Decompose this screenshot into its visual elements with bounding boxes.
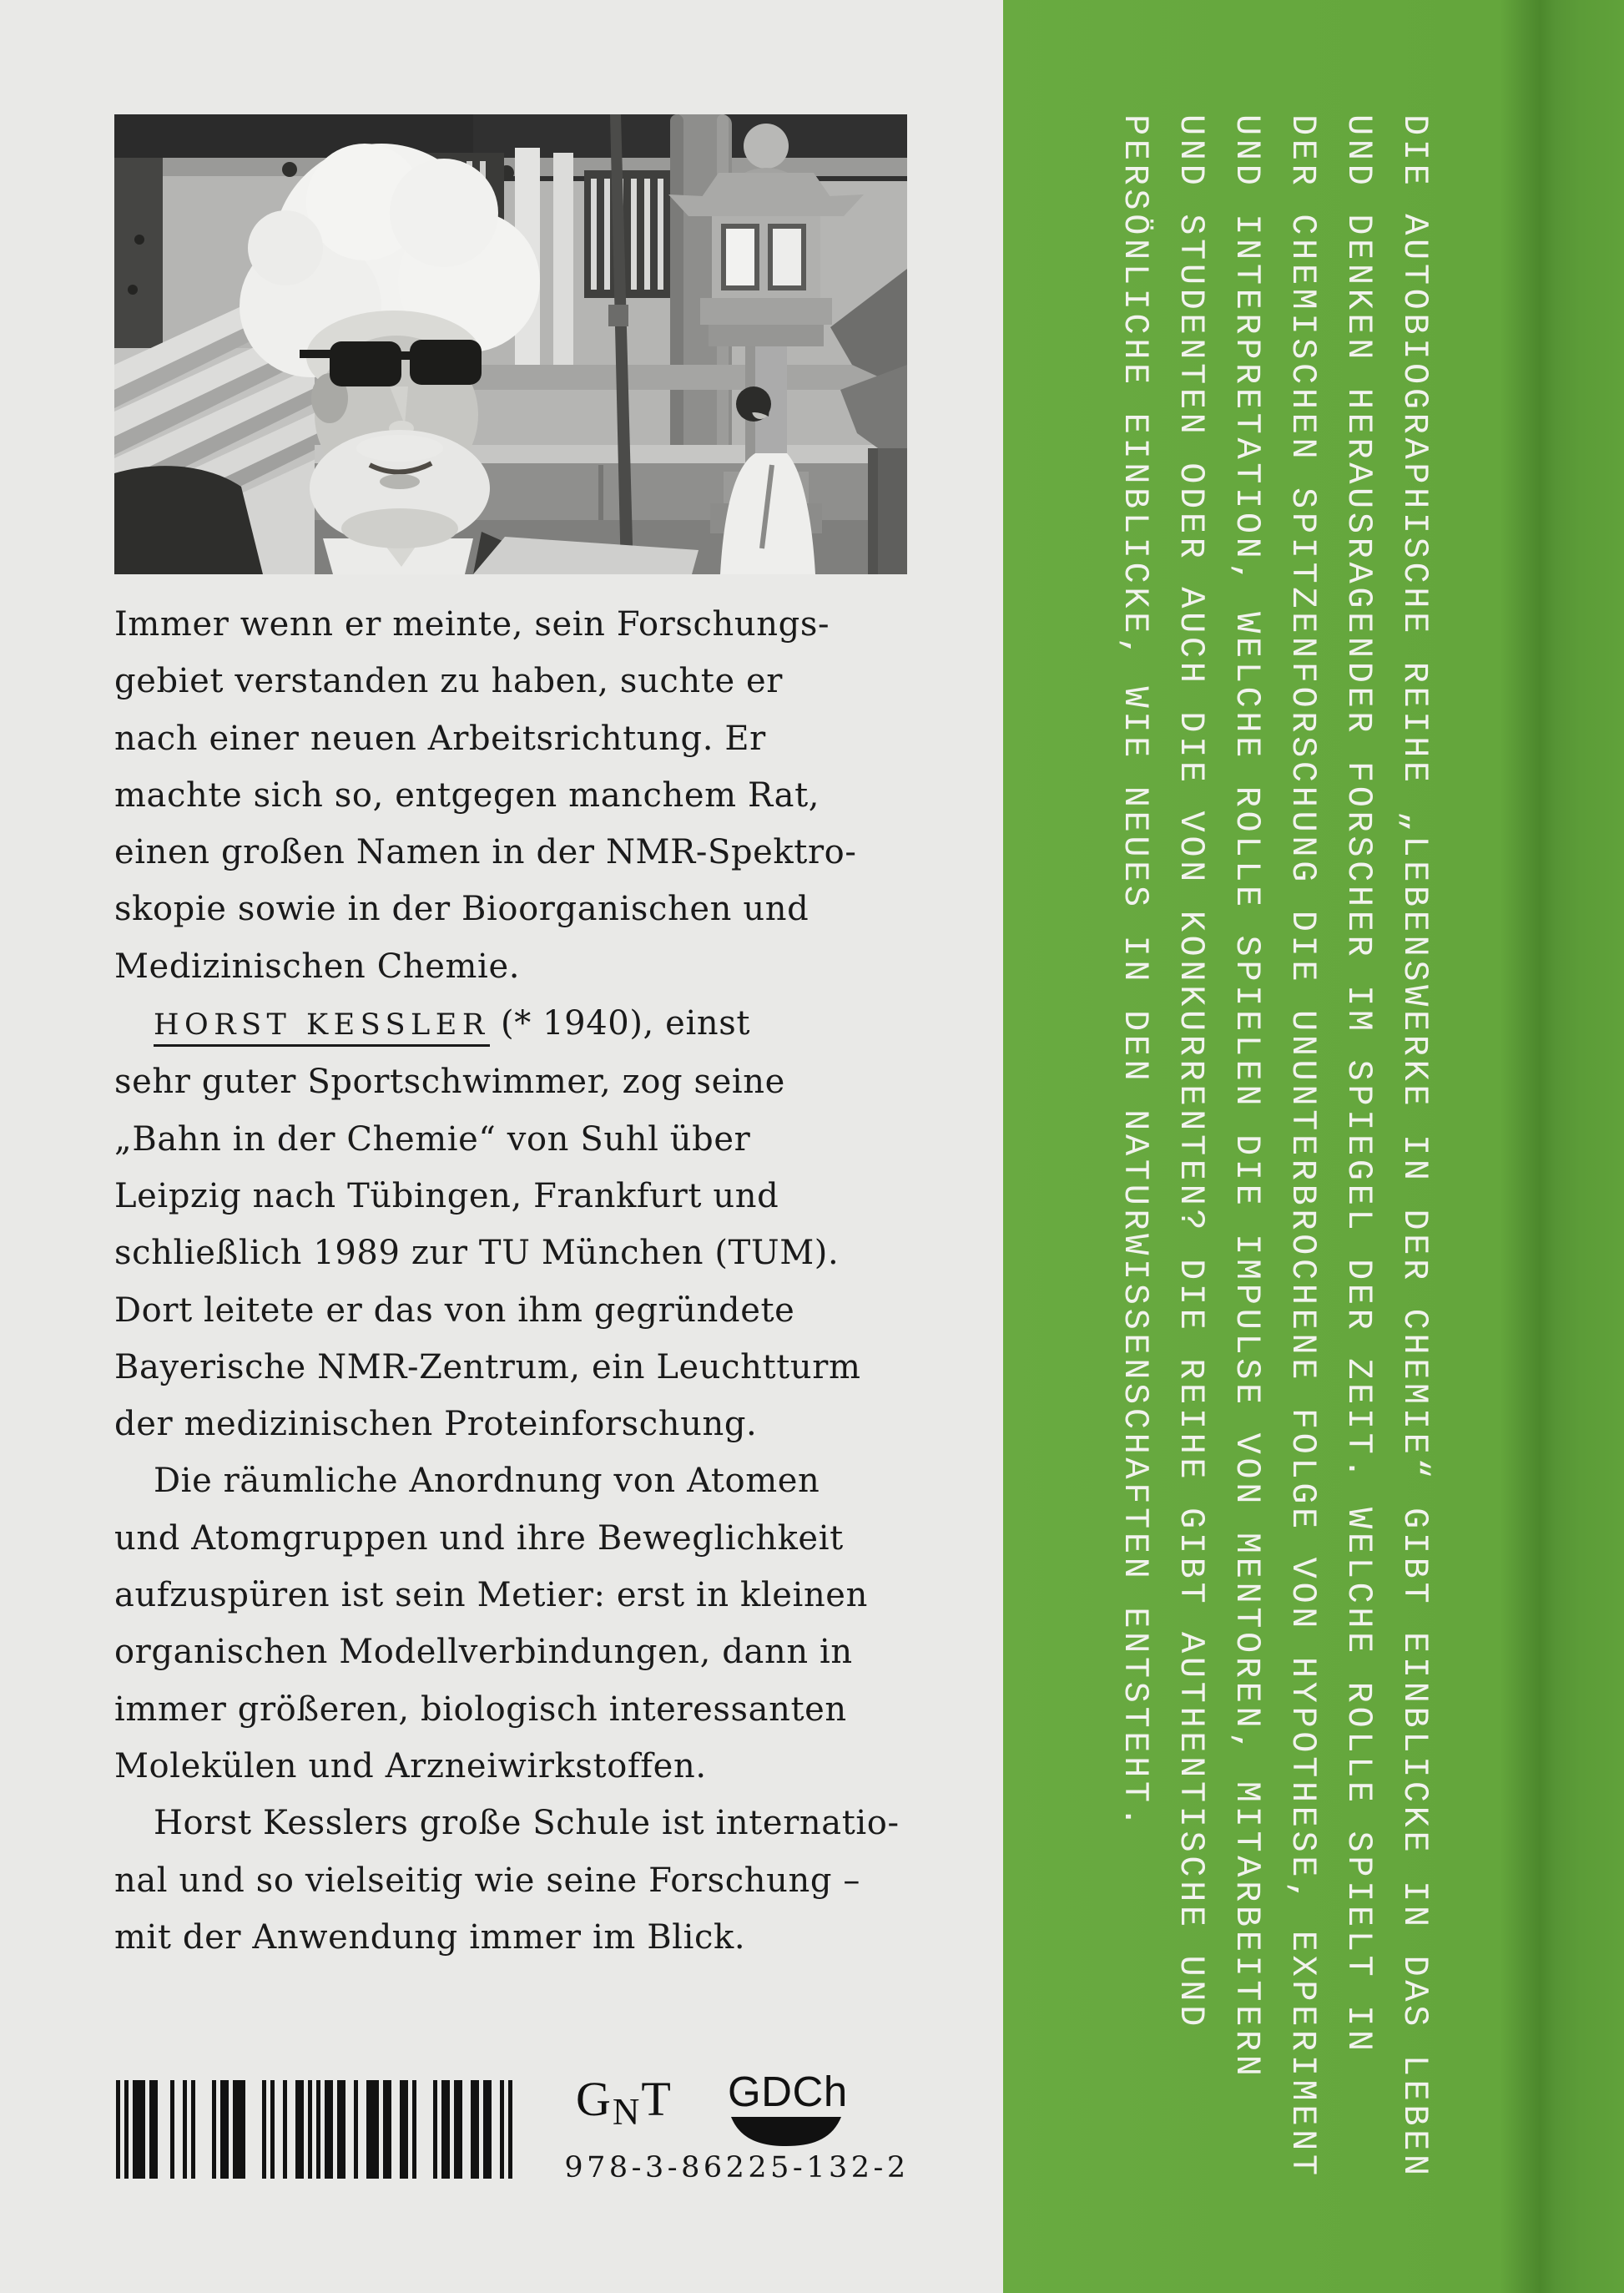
gdch-logo: [728, 2068, 848, 2149]
text-line: schließlich 1989 zur TU München (TUM).: [114, 1234, 840, 1273]
gnt-logo: [576, 2072, 671, 2133]
ean-barcode: [116, 2080, 512, 2179]
text-line: Immer wenn er meinte, sein Forschungs-: [114, 605, 830, 644]
text-line: gebiet verstanden zu haben, suchte er: [114, 662, 784, 701]
text-line: „Bahn in der Chemie“ von Suhl über: [114, 1119, 751, 1159]
text-line: Leipzig nach Tübingen, Frankfurt und: [114, 1176, 779, 1215]
blurb-text: [114, 596, 957, 1966]
text-line: skopie sowie in der Bioorganischen und: [114, 890, 809, 929]
series-text-column: UND STUDENTEN ODER AUCH DIE VON KONKURRENTEN? DIE REIHE GIBT AUTHENTISCHE UND: [1171, 114, 1211, 2030]
kessler-birthyear: (* 1940), einst: [489, 1004, 750, 1043]
text-line: mit der Anwendung immer im Blick.: [114, 1917, 746, 1957]
paragraph-2: [114, 1053, 957, 1452]
series-description: [1107, 114, 1442, 2251]
kessler-name: HORST KESSLER: [154, 1008, 490, 1047]
series-text-column: PERSÖNLICHE EINBLICKE, WIE NEUES IN DEN NATURWISSENSCHAFTEN ENTSTEHT.: [1115, 114, 1155, 1831]
text-line: der medizinischen Proteinforschung.: [114, 1405, 758, 1444]
text-line: Bayerische NMR-Zentrum, ein Leuchtturm: [114, 1347, 861, 1386]
gnt-logo-letter-t: T: [641, 2072, 671, 2126]
text-line: immer größeren, biologisch interessanten: [114, 1689, 847, 1729]
text-line: Die räumliche Anordnung von Atomen: [154, 1462, 820, 1501]
text-line: Medizinischen Chemie.: [114, 947, 521, 986]
paragraph-1: [114, 596, 957, 995]
author-photo: [114, 114, 907, 574]
gnt-logo-letter-n: N: [612, 2091, 640, 2133]
series-text-column: UND DENKEN HERAUSRAGENDER FORSCHER IM SPIEGEL DER ZEIT. WELCHE ROLLE SPIELT IN: [1339, 114, 1379, 2055]
paragraph-3: [114, 1452, 957, 1795]
gdch-logo-text: GDCh: [728, 2068, 848, 2115]
text-line: Dort leitete er das von ihm gegründete: [114, 1290, 795, 1330]
gdch-bowl-icon: [730, 2116, 842, 2149]
text-line: Molekülen und Arzneiwirkstoffen.: [114, 1746, 707, 1785]
text-line: Horst Kesslers große Schule ist internatio-: [154, 1804, 900, 1843]
isbn-number: 978-3-86225-132-2: [564, 2151, 910, 2184]
text-line: einen großen Namen in der NMR-Spektro-: [114, 833, 857, 872]
series-text-column: UND INTERPRETATION, WELCHE ROLLE SPIELEN DIE IMPULSE VON MENTOREN, MITARBEITERN: [1227, 114, 1267, 2080]
text-line: und Atomgruppen und ihre Beweglichkeit: [114, 1518, 844, 1558]
text-line: nal und so vielseitig wie seine Forschung –: [114, 1861, 860, 1900]
gnt-logo-letter-g: G: [576, 2072, 611, 2126]
series-text-column: DER CHEMISCHEN SPITZENFORSCHUNG DIE UNUNTERBROCHENE FOLGE VON HYPOTHESE, EXPERIMENT: [1283, 114, 1323, 2179]
paragraph-4: [114, 1795, 957, 1966]
author-photo-illustration: [114, 114, 907, 574]
barcode-module: [508, 2080, 512, 2179]
spine-band: [1003, 0, 1624, 2293]
text-line: nach einer neuen Arbeitsrichtung. Er: [114, 719, 766, 758]
text-line: aufzuspüren ist sein Metier: erst in kleinen: [114, 1576, 868, 1615]
text-line: sehr guter Sportschwimmer, zog seine: [114, 1063, 785, 1102]
series-text-column: DIE AUTOBIOGRAPHISCHE REIHE „LEBENSWERKE IN DER CHEMIE“ GIBT EINBLICKE IN DAS LEBEN: [1395, 114, 1435, 2179]
text-line: machte sich so, entgegen manchem Rat,: [114, 775, 820, 815]
text-line: organischen Modellverbindungen, dann in: [114, 1633, 853, 1672]
kessler-line: [114, 995, 957, 1053]
